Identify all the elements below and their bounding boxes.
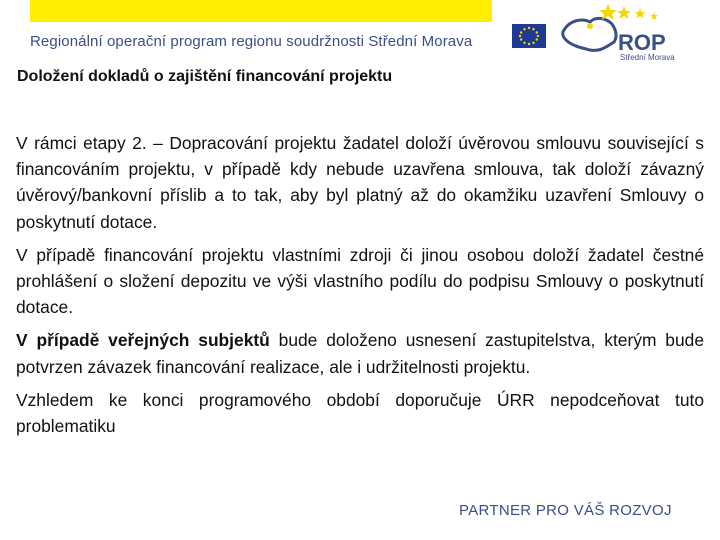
paragraph-3-bold: V případě veřejných subjektů — [16, 330, 270, 351]
eu-flag-icon — [512, 24, 546, 48]
content-body — [16, 130, 704, 446]
footer-slogan: PARTNER PRO VÁŠ ROZVOJ — [459, 502, 672, 519]
paragraph-4: Vzhledem ke konci programového období doporučuje ÚRR nepodceňovat tuto problematiku — [16, 389, 704, 437]
paragraph-2: V případě financování projektu vlastními zdroji či jinou osobou doloží žadatel čestné prohlášení o složení depozitu ve výši vlastního podílu do podpisu Smlouvy o poskytnutí dotace. — [16, 244, 704, 318]
header-yellow-bar — [30, 0, 492, 22]
header-title: Regionální operační program regionu soudržnosti Střední Morava — [30, 33, 473, 50]
rop-logo-subtitle: Střední Morava — [620, 53, 675, 62]
rop-logo-text: ROP — [618, 30, 666, 55]
stars-icon — [587, 4, 658, 29]
paragraph-1: V rámci etapy 2. – Dopracování projektu žadatel doloží úvěrovou smlouvu související s financováním projektu, v případě kdy nebude uzavřena smlouva, tak doloží závazný úvěrový/bankovní příslib a to tak, aby byl platný až do okamžiku uzavření Smlouvy o poskytnutí dotace. — [16, 133, 704, 232]
page-heading: Doložení dokladů o zajištění financování projektu — [17, 68, 393, 85]
paragraph-3-text: bude doloženo usnesení zastupitelstva, kterým bude potvrzen závazek financování realizace, ale i udržitelnosti projektu. — [16, 330, 704, 377]
paragraph-3 — [16, 327, 704, 379]
